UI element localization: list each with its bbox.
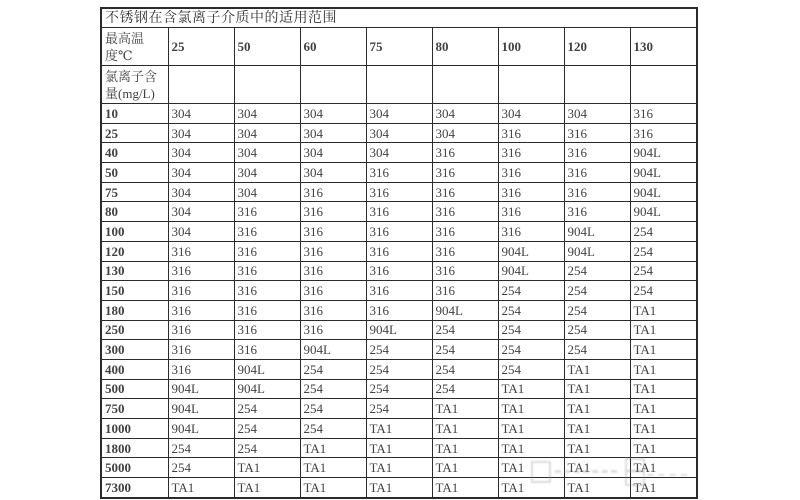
steel-grade-cell: 316 xyxy=(564,182,630,202)
steel-grade-cell: 904L xyxy=(630,182,697,202)
steel-grade-cell: 316 xyxy=(564,143,630,163)
steel-grade-cell: 316 xyxy=(432,202,498,222)
steel-grade-cell: TA1 xyxy=(630,300,697,320)
steel-grade-cell: 904L xyxy=(498,241,564,261)
steel-grade-cell: 316 xyxy=(432,222,498,242)
chloride-row-label: 120 xyxy=(101,241,168,261)
steel-grade-cell: 316 xyxy=(168,300,234,320)
steel-grade-cell: 316 xyxy=(300,222,366,242)
steel-grade-cell: 904L xyxy=(300,340,366,360)
table-row xyxy=(101,241,697,261)
table-row xyxy=(101,123,697,143)
empty-cell xyxy=(432,66,498,104)
steel-grade-cell: 254 xyxy=(630,261,697,281)
chloride-row-label: 5000 xyxy=(101,458,168,478)
steel-grade-cell: 254 xyxy=(432,359,498,379)
steel-grade-cell: 304 xyxy=(168,182,234,202)
temp-header-cell: 130 xyxy=(630,28,697,66)
steel-grade-cell: 304 xyxy=(234,163,300,183)
steel-grade-cell: 304 xyxy=(234,104,300,124)
steel-grade-cell: 316 xyxy=(168,241,234,261)
table-title: 不锈钢在含氯离子介质中的适用范围 xyxy=(101,8,697,28)
table-row xyxy=(101,478,697,498)
steel-grade-cell: 254 xyxy=(300,399,366,419)
steel-grade-cell: 304 xyxy=(498,104,564,124)
steel-grade-cell: TA1 xyxy=(300,478,366,498)
steel-grade-cell: 316 xyxy=(432,281,498,301)
steel-grade-cell: 316 xyxy=(498,143,564,163)
steel-grade-cell: 254 xyxy=(366,359,432,379)
steel-grade-cell: 316 xyxy=(234,281,300,301)
steel-grade-cell: 304 xyxy=(366,123,432,143)
chloride-row-label: 750 xyxy=(101,399,168,419)
steel-grade-cell: 316 xyxy=(564,202,630,222)
chloride-row-label: 40 xyxy=(101,143,168,163)
steel-grade-cell: 254 xyxy=(300,379,366,399)
temperature-header-row xyxy=(101,28,697,66)
steel-grade-cell: 254 xyxy=(366,379,432,399)
steel-grade-cell: TA1 xyxy=(564,438,630,458)
steel-grade-cell: TA1 xyxy=(432,478,498,498)
steel-grade-cell: 254 xyxy=(498,300,564,320)
temp-header-cell: 120 xyxy=(564,28,630,66)
steel-grade-cell: TA1 xyxy=(432,458,498,478)
steel-grade-cell: 316 xyxy=(300,300,366,320)
chloride-row-label: 80 xyxy=(101,202,168,222)
steel-grade-cell: TA1 xyxy=(630,419,697,439)
steel-grade-cell: 254 xyxy=(630,281,697,301)
table-row xyxy=(101,320,697,340)
steel-grade-cell: 316 xyxy=(168,261,234,281)
steel-grade-cell: TA1 xyxy=(630,399,697,419)
steel-grade-cell: 316 xyxy=(168,320,234,340)
steel-grade-cell: 304 xyxy=(564,104,630,124)
steel-grade-cell: 316 xyxy=(234,202,300,222)
temp-header-cell: 25 xyxy=(168,28,234,66)
steel-grade-cell: 316 xyxy=(564,163,630,183)
steel-grade-cell: 316 xyxy=(234,320,300,340)
table-row xyxy=(101,300,697,320)
steel-grade-cell: 254 xyxy=(498,320,564,340)
steel-grade-cell: TA1 xyxy=(630,379,697,399)
chloride-row-label: 250 xyxy=(101,320,168,340)
steel-grade-cell: TA1 xyxy=(234,458,300,478)
steel-grade-cell: 316 xyxy=(432,182,498,202)
steel-grade-cell: 304 xyxy=(168,143,234,163)
steel-grade-cell: 316 xyxy=(630,104,697,124)
steel-grade-cell: TA1 xyxy=(366,458,432,478)
steel-grade-cell: 904L xyxy=(498,261,564,281)
steel-grade-cell: 254 xyxy=(234,399,300,419)
steel-grade-cell: 904L xyxy=(564,241,630,261)
steel-grade-cell: 254 xyxy=(234,419,300,439)
table-row xyxy=(101,261,697,281)
steel-grade-cell: 304 xyxy=(168,202,234,222)
steel-grade-cell: TA1 xyxy=(498,478,564,498)
steel-grade-cell: TA1 xyxy=(300,438,366,458)
steel-grade-cell: 254 xyxy=(168,458,234,478)
chloride-content-header xyxy=(101,66,168,104)
chloride-row-label: 7300 xyxy=(101,478,168,498)
steel-grade-cell: 254 xyxy=(498,359,564,379)
steel-grade-cell: 304 xyxy=(168,163,234,183)
chloride-row-label: 180 xyxy=(101,300,168,320)
steel-grade-cell: 304 xyxy=(168,104,234,124)
steel-grade-cell: 304 xyxy=(432,123,498,143)
steel-grade-cell: 254 xyxy=(564,281,630,301)
table-row xyxy=(101,222,697,242)
steel-grade-cell: 904L xyxy=(630,202,697,222)
steel-grade-cell: 316 xyxy=(168,359,234,379)
steel-grade-cell: 316 xyxy=(300,281,366,301)
steel-grade-cell: 904L xyxy=(630,143,697,163)
steel-grade-cell: 254 xyxy=(564,320,630,340)
steel-grade-cell: 904L xyxy=(168,399,234,419)
steel-grade-cell: TA1 xyxy=(498,419,564,439)
steel-grade-cell: TA1 xyxy=(564,419,630,439)
chloride-row-label: 50 xyxy=(101,163,168,183)
chloride-row-label: 100 xyxy=(101,222,168,242)
empty-cell xyxy=(366,66,432,104)
steel-grade-cell: TA1 xyxy=(366,438,432,458)
empty-cell xyxy=(168,66,234,104)
steel-grade-cell: 316 xyxy=(498,182,564,202)
steel-grade-cell: 304 xyxy=(366,143,432,163)
corner-label-line2: 度℃ xyxy=(105,47,133,63)
steel-grade-cell: 316 xyxy=(234,222,300,242)
steel-grade-cell: TA1 xyxy=(564,359,630,379)
steel-grade-cell: 254 xyxy=(498,281,564,301)
table-row xyxy=(101,359,697,379)
table-row xyxy=(101,458,697,478)
steel-grade-cell: 254 xyxy=(234,438,300,458)
steel-grade-cell: TA1 xyxy=(630,320,697,340)
chloride-row-label: 75 xyxy=(101,182,168,202)
empty-cell xyxy=(498,66,564,104)
steel-grade-cell: TA1 xyxy=(564,458,630,478)
chloride-row-label: 300 xyxy=(101,340,168,360)
table-row xyxy=(101,143,697,163)
unit-label-line2: 量(mg/L) xyxy=(105,85,155,101)
table-row xyxy=(101,438,697,458)
temp-header-cell: 80 xyxy=(432,28,498,66)
steel-grade-cell: 316 xyxy=(300,241,366,261)
steel-grade-cell: 254 xyxy=(498,340,564,360)
table-row xyxy=(101,399,697,419)
steel-grade-cell: TA1 xyxy=(630,478,697,498)
steel-grade-cell: 254 xyxy=(168,438,234,458)
steel-grade-cell: 316 xyxy=(630,123,697,143)
steel-grade-cell: 316 xyxy=(300,261,366,281)
steel-grade-cell: 254 xyxy=(366,340,432,360)
steel-grade-cell: 316 xyxy=(234,241,300,261)
steel-grade-cell: 304 xyxy=(168,123,234,143)
chloride-row-label: 130 xyxy=(101,261,168,281)
chloride-row-label: 1800 xyxy=(101,438,168,458)
steel-grade-cell: 316 xyxy=(234,340,300,360)
steel-grade-cell: 316 xyxy=(366,163,432,183)
steel-grade-cell: 304 xyxy=(234,143,300,163)
steel-grade-cell: 316 xyxy=(300,202,366,222)
steel-grade-cell: 904L xyxy=(432,300,498,320)
steel-grade-cell: 304 xyxy=(300,123,366,143)
steel-grade-cell: 316 xyxy=(432,241,498,261)
steel-grade-cell: 904L xyxy=(234,359,300,379)
steel-grade-cell: 254 xyxy=(564,340,630,360)
steel-grade-cell: 316 xyxy=(564,123,630,143)
steel-grade-cell: 316 xyxy=(234,261,300,281)
steel-grade-cell: 304 xyxy=(300,163,366,183)
chloride-row-label: 25 xyxy=(101,123,168,143)
table-row xyxy=(101,281,697,301)
steel-grade-cell: 316 xyxy=(366,261,432,281)
table-row xyxy=(101,419,697,439)
steel-grade-cell: 316 xyxy=(498,163,564,183)
steel-grade-cell: TA1 xyxy=(498,438,564,458)
steel-grade-cell: TA1 xyxy=(498,379,564,399)
title-row xyxy=(101,8,697,28)
table-row xyxy=(101,163,697,183)
steel-grade-cell: TA1 xyxy=(564,399,630,419)
temp-header-cell: 75 xyxy=(366,28,432,66)
steel-grade-cell: 316 xyxy=(168,281,234,301)
steel-grade-cell: 304 xyxy=(366,104,432,124)
steel-grade-cell: 316 xyxy=(366,300,432,320)
steel-grade-cell: 316 xyxy=(432,163,498,183)
chloride-row-label: 400 xyxy=(101,359,168,379)
empty-cell xyxy=(630,66,697,104)
steel-grade-cell: TA1 xyxy=(432,399,498,419)
steel-grade-cell: 316 xyxy=(498,222,564,242)
steel-grade-cell: 904L xyxy=(168,379,234,399)
steel-grade-cell: TA1 xyxy=(498,458,564,478)
steel-grade-cell: TA1 xyxy=(300,458,366,478)
steel-grade-cell: TA1 xyxy=(630,340,697,360)
table-row xyxy=(101,182,697,202)
steel-grade-cell: TA1 xyxy=(234,478,300,498)
steel-grade-cell: 254 xyxy=(564,261,630,281)
steel-grade-cell: 254 xyxy=(300,419,366,439)
steel-grade-cell: TA1 xyxy=(432,438,498,458)
steel-grade-cell: 316 xyxy=(168,340,234,360)
temp-header-cell: 100 xyxy=(498,28,564,66)
steel-grade-cell: 316 xyxy=(432,261,498,281)
chloride-unit-header-row xyxy=(101,66,697,104)
steel-grade-cell: 316 xyxy=(498,202,564,222)
steel-grade-cell: 304 xyxy=(432,104,498,124)
steel-grade-cell: 254 xyxy=(630,241,697,261)
steel-grade-cell: 316 xyxy=(366,202,432,222)
corner-label-line1: 最高温 xyxy=(105,30,145,46)
steel-grade-cell: 304 xyxy=(168,222,234,242)
steel-grade-cell: TA1 xyxy=(630,438,697,458)
steel-grade-cell: TA1 xyxy=(432,419,498,439)
unit-label-line1: 氯离子含 xyxy=(105,68,158,84)
steel-grade-cell: TA1 xyxy=(564,379,630,399)
steel-grade-cell: 904L xyxy=(234,379,300,399)
steel-grade-cell: TA1 xyxy=(630,458,697,478)
steel-grade-cell: TA1 xyxy=(168,478,234,498)
steel-chloride-suitability-table xyxy=(100,7,698,499)
steel-grade-cell: 304 xyxy=(300,104,366,124)
steel-grade-cell: 316 xyxy=(300,182,366,202)
steel-grade-cell: 304 xyxy=(234,123,300,143)
table-row xyxy=(101,379,697,399)
steel-grade-cell: 316 xyxy=(366,182,432,202)
chloride-row-label: 10 xyxy=(101,104,168,124)
steel-grade-cell: TA1 xyxy=(366,419,432,439)
steel-grade-cell: TA1 xyxy=(498,399,564,419)
chloride-row-label: 1000 xyxy=(101,419,168,439)
temp-header-cell: 50 xyxy=(234,28,300,66)
chloride-row-label: 150 xyxy=(101,281,168,301)
steel-grade-cell: 904L xyxy=(564,222,630,242)
steel-grade-cell: TA1 xyxy=(366,478,432,498)
steel-grade-cell: TA1 xyxy=(630,359,697,379)
steel-grade-cell: 904L xyxy=(366,320,432,340)
steel-grade-cell: 254 xyxy=(564,300,630,320)
steel-grade-cell: 254 xyxy=(432,379,498,399)
steel-grade-cell: 254 xyxy=(432,320,498,340)
steel-grade-cell: 316 xyxy=(234,300,300,320)
table-row xyxy=(101,340,697,360)
steel-grade-cell: 254 xyxy=(432,340,498,360)
temp-header-cell: 60 xyxy=(300,28,366,66)
steel-grade-cell: TA1 xyxy=(564,478,630,498)
steel-grade-cell: 304 xyxy=(300,143,366,163)
chloride-row-label: 500 xyxy=(101,379,168,399)
steel-grade-cell: 254 xyxy=(366,399,432,419)
max-temperature-header xyxy=(101,28,168,66)
steel-grade-cell: 316 xyxy=(366,241,432,261)
steel-grade-cell: 316 xyxy=(366,222,432,242)
steel-grade-cell: 904L xyxy=(168,419,234,439)
steel-grade-cell: 254 xyxy=(630,222,697,242)
steel-grade-cell: 904L xyxy=(630,163,697,183)
table-row xyxy=(101,202,697,222)
steel-grade-cell: 316 xyxy=(432,143,498,163)
steel-grade-cell: 304 xyxy=(234,182,300,202)
empty-cell xyxy=(564,66,630,104)
steel-grade-cell: 316 xyxy=(366,281,432,301)
steel-grade-cell: 316 xyxy=(498,123,564,143)
steel-grade-cell: 316 xyxy=(300,320,366,340)
empty-cell xyxy=(234,66,300,104)
empty-cell xyxy=(300,66,366,104)
table-row xyxy=(101,104,697,124)
steel-grade-cell: 254 xyxy=(300,359,366,379)
